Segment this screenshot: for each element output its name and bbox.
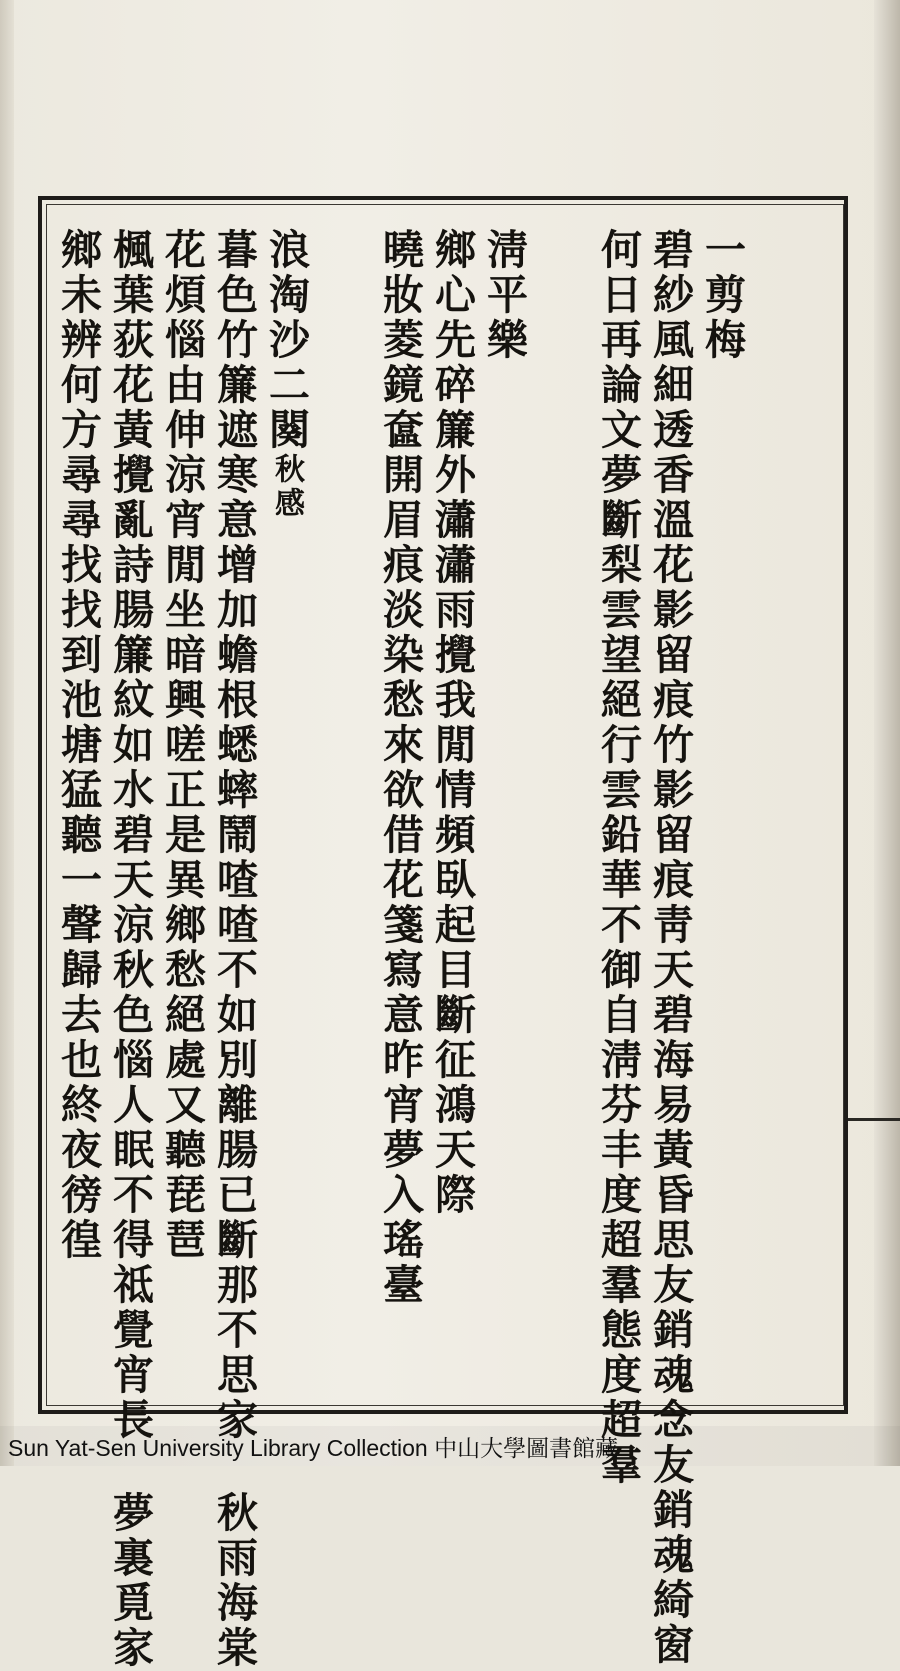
- verse-text: 楓葉荻花黃攪亂詩腸簾紋如水碧天涼秋色惱人眠不得祗覺宵長: [106, 228, 154, 1443]
- poem-title: 一剪梅: [698, 228, 746, 363]
- page-left-edge: [0, 0, 14, 1466]
- verse-column: 鄉未辨何方尋尋找找到池塘猛聽一聲歸去也終夜徬徨: [54, 228, 102, 1263]
- verse-text: 夢裏覓家: [106, 1491, 154, 1671]
- page-right-edge: [874, 0, 900, 1466]
- library-credit: Sun Yat-Sen University Library Collection 中山大學圖書館藏: [8, 1435, 619, 1461]
- verse-column: 花煩惱由伸涼宵閒坐暗興嗟正是異鄉愁絕處又聽琵琶: [158, 228, 206, 1263]
- fold-rule: [846, 1118, 900, 1121]
- poem-title-column: [260, 228, 374, 1398]
- verse-column: 碧紗風細透香溫花影留痕竹影留痕靑天碧海易黃昏思友銷魂念友銷魂綺窗: [646, 228, 694, 1668]
- poem-title: 淸平樂: [480, 228, 528, 363]
- verse-column: 鄉心先碎簾外瀟瀟雨攪我閒情頻臥起目斷征鴻天際: [428, 228, 476, 1218]
- poem-title: 浪淘沙二闋: [262, 228, 310, 453]
- verse-column: 曉妝菱鏡奩開眉痕淡染愁來欲借花箋寫意昨宵夢入瑤臺: [376, 228, 424, 1308]
- poem-title: 秋雨海棠: [210, 1491, 258, 1671]
- verse-column: 何日再論文夢斷梨雲望絕行雲鉛華不御自淸芬丰度超羣態度超羣: [594, 228, 642, 1488]
- poem-subtitle: 秋感: [269, 453, 304, 521]
- verse-column: [208, 228, 260, 1671]
- verse-text: 暮色竹簾遮寒意增加蟾根蟋蟀鬧喳喳不如別離腸已斷那不思家: [210, 228, 258, 1443]
- verse-column: [104, 228, 156, 1671]
